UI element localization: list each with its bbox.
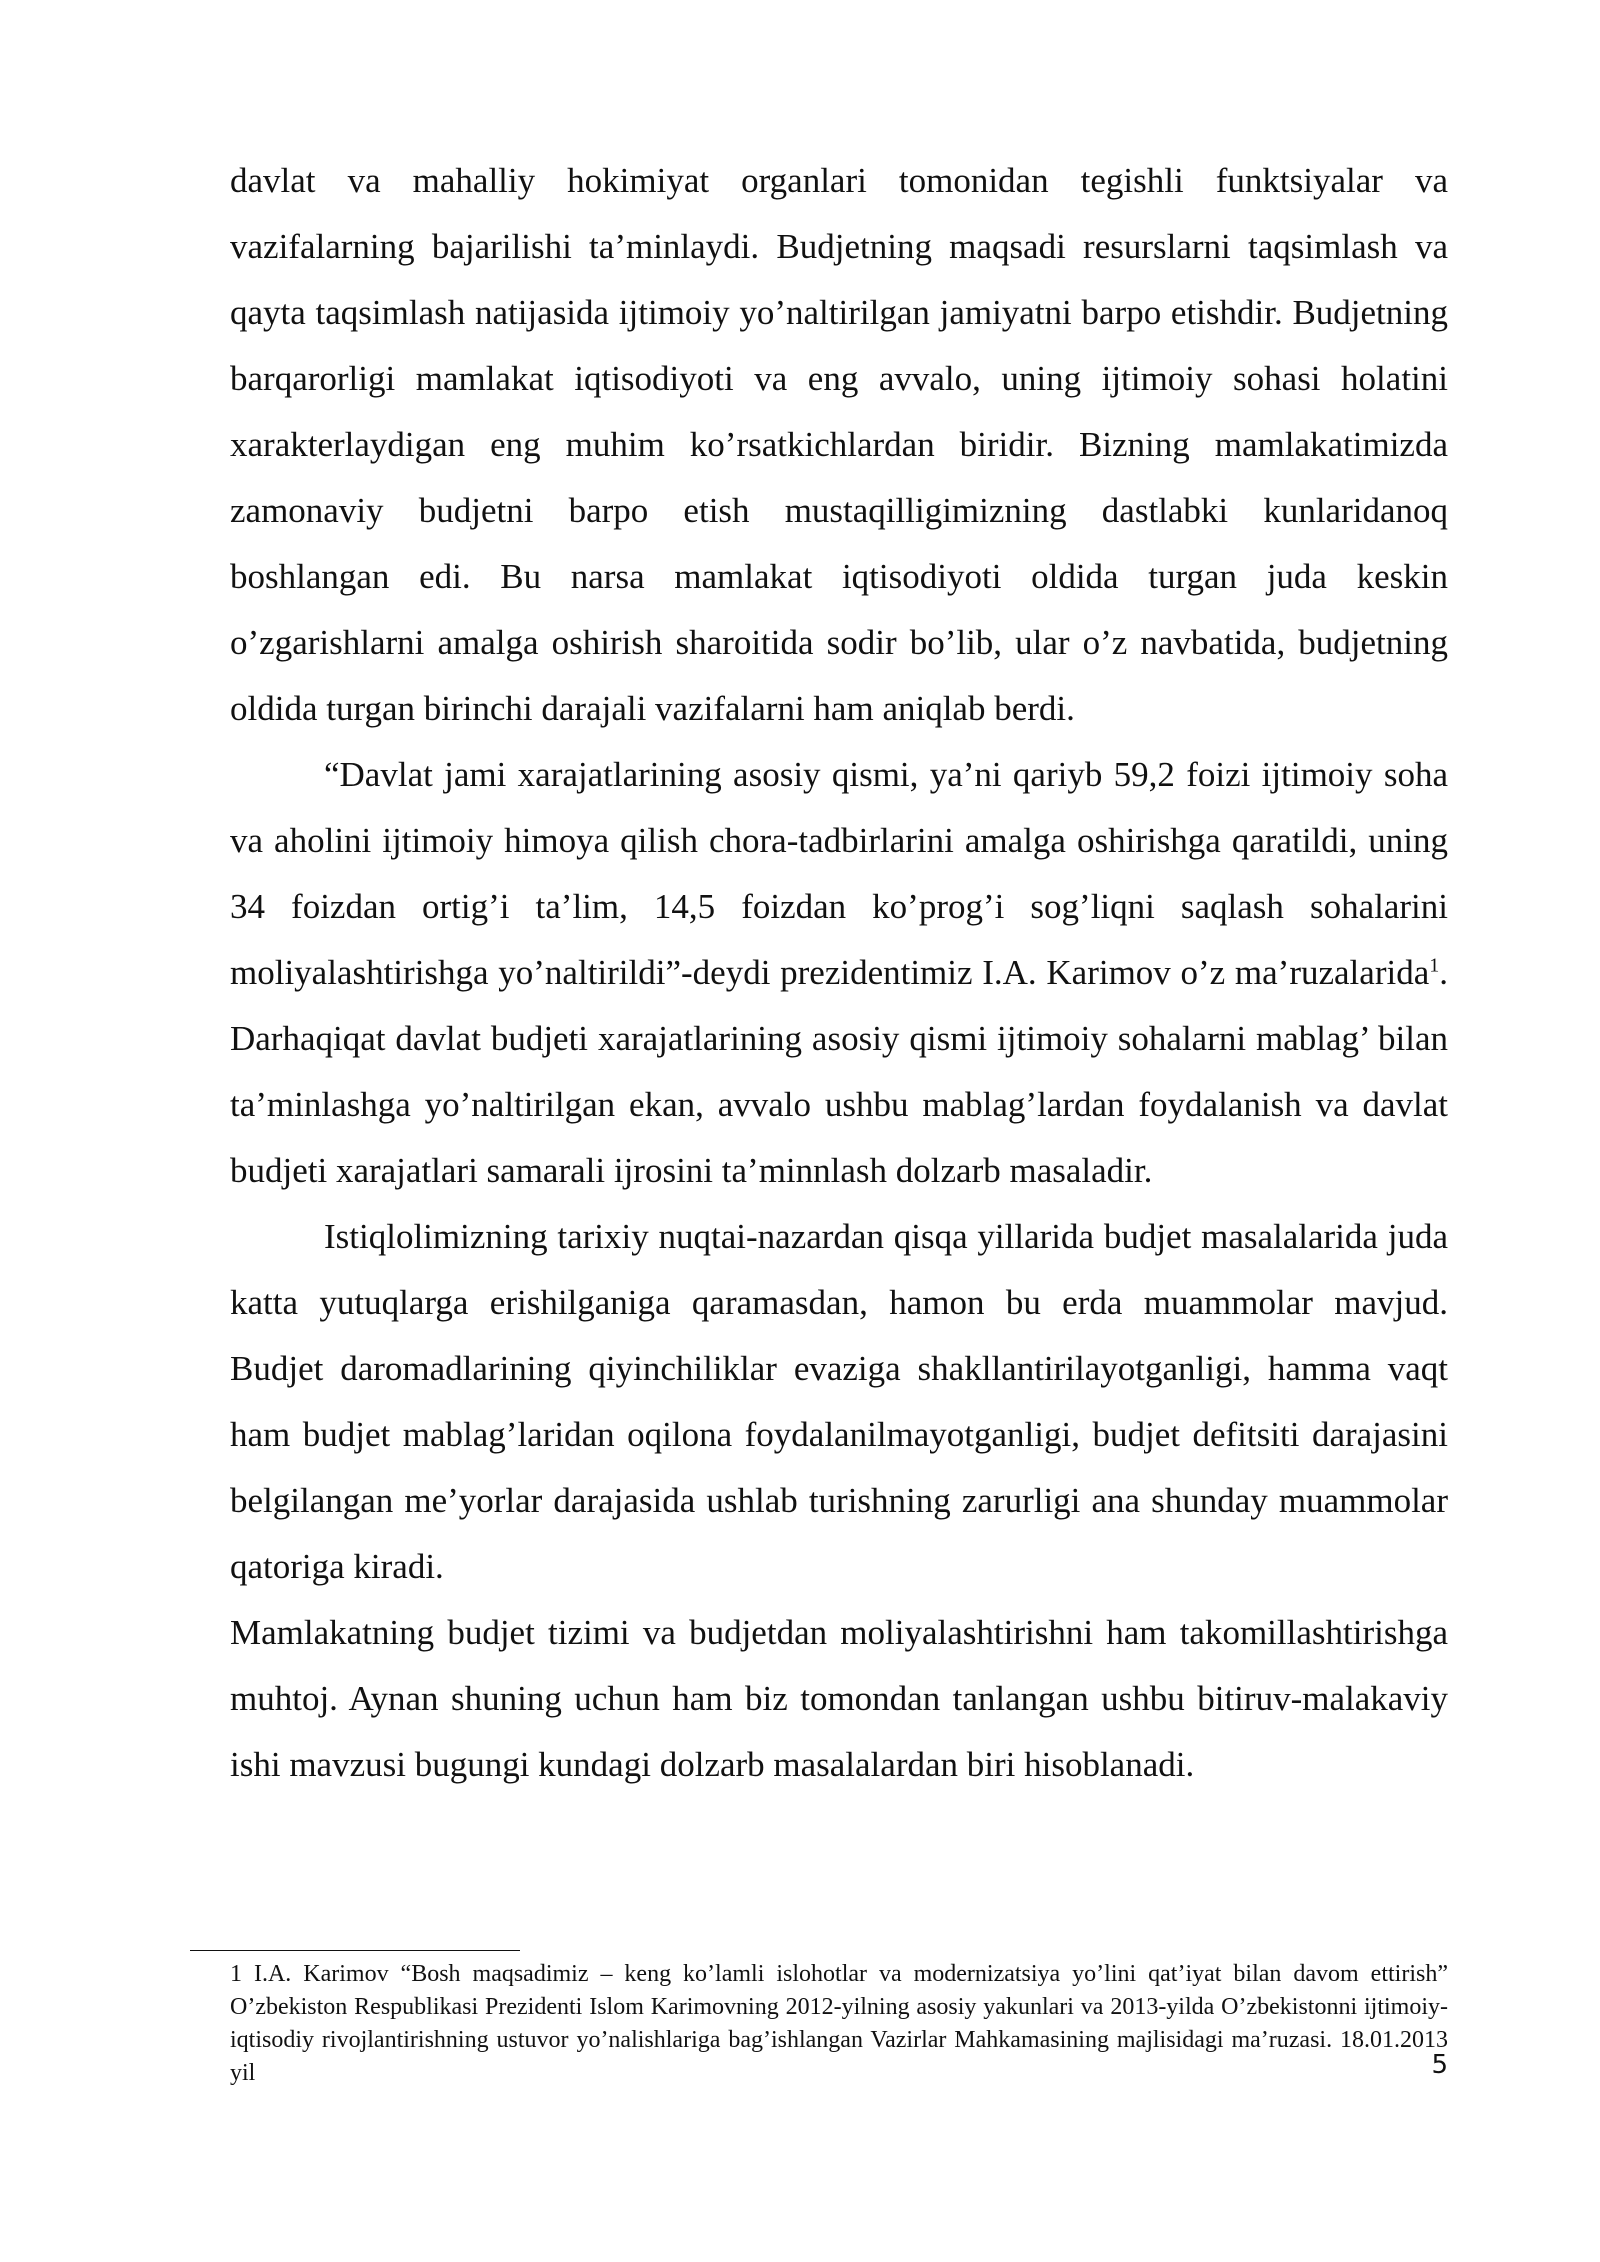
- paragraph-4: Mamlakatning budjet tizimi va budjetdan moliyalashtirishni ham takomillashtirishga muhtoj. Aynan shuning uchun ham biz tomondan tanlangan ushbu bitiruv-malakaviy ishi mavzusi bugungi kundagi dolzarb masalalardan biri hisoblanadi.: [230, 1613, 1448, 1784]
- footnote: 1 I.A. Karimov “Bosh maqsadimiz – keng ko’lamli islohotlar va modernizatsiya yo’lini qat’iyat bilan davom ettirish” O’zbekiston Respublikasi Prezidenti Islom Karimovning 2012-yilning asosiy yakunlari va 2013-yilda O’zbekistonni ijtimoiy-iqtisodiy rivojlantirishning ustuvor yo’nalishlariga bag’ishlangan Vazirlar Mahkamasining majlisidagi ma’ruzasi. 18.01.2013 yil: [230, 1961, 1448, 2086]
- footnote-reference: 1: [1429, 954, 1440, 977]
- footnote-separator: [190, 1950, 520, 1951]
- body-text: [230, 148, 1448, 1798]
- paragraph-3: Istiqlolimizning tarixiy nuqtai-nazardan qisqa yillarida budjet masalalarida juda katta yutuqlarga erishilganiga qaramasdan, hamon bu erda muammolar mavjud. Budjet daromadlarining qiyinchiliklar evaziga shakllantirilayotganligi, hamma vaqt ham budjet mablag’laridan oqilona foydalanilmayotganligi, budjet defitsiti darajasini belgilangan me’yorlar darajasida ushlab turishning zarurligi ana shunday muammolar qatoriga kiradi.: [230, 1217, 1448, 1586]
- paragraph-2-text-start: “Davlat jami xarajatlarining asosiy qismi, ya’ni qariyb 59,2 foizi ijtimoiy soha va aholini ijtimoiy himoya qilish chora-tadbirlarini amalga oshirishga qaratildi, uning 34 foizdan ortig’i ta’lim, 14,5 foizdan ko’prog’i sog’liqni saqlash sohalarini moliyalashtirishga yo’naltirildi”-deydi prezidentimiz I.A. Karimov o’z ma’ruzalarida: [230, 755, 1448, 992]
- paragraph-1: davlat va mahalliy hokimiyat organlari tomonidan tegishli funktsiyalar va vazifalarning bajarilishi ta’minlaydi. Budjetning maqsadi resurslarni taqsimlash va qayta taqsimlash natijasida ijtimoiy yo’naltirilgan jamiyatni barpo etishdir. Budjetning barqarorligi mamlakat iqtisodiyoti va eng avvalo, uning ijtimoiy sohasi holatini xarakterlaydigan eng muhim ko’rsatkichlardan biridir. Bizning mamlakatimizda zamonaviy budjetni barpo etish mustaqilligimizning dastlabki kunlaridanoq boshlangan edi. Bu narsa mamlakat iqtisodiyoti oldida turgan juda keskin o’zgarishlarni amalga oshirish sharoitida sodir bo’lib, ular o’z navbatida, budjetning oldida turgan birinchi darajali vazifalarni ham aniqlab berdi.: [230, 161, 1448, 728]
- page-number: 5: [1431, 2050, 1448, 2080]
- paragraph-2: [230, 742, 1448, 1204]
- paragraph-2-text-end: . Darhaqiqat davlat budjeti xarajatlarining asosiy qismi ijtimoiy sohalarni mablag’ bilan ta’minlashga yo’naltirilgan ekan, avvalo ushbu mablag’lardan foydalanish va davlat budjeti xarajatlari samarali ijrosini ta’minnlash dolzarb masaladir.: [230, 953, 1448, 1190]
